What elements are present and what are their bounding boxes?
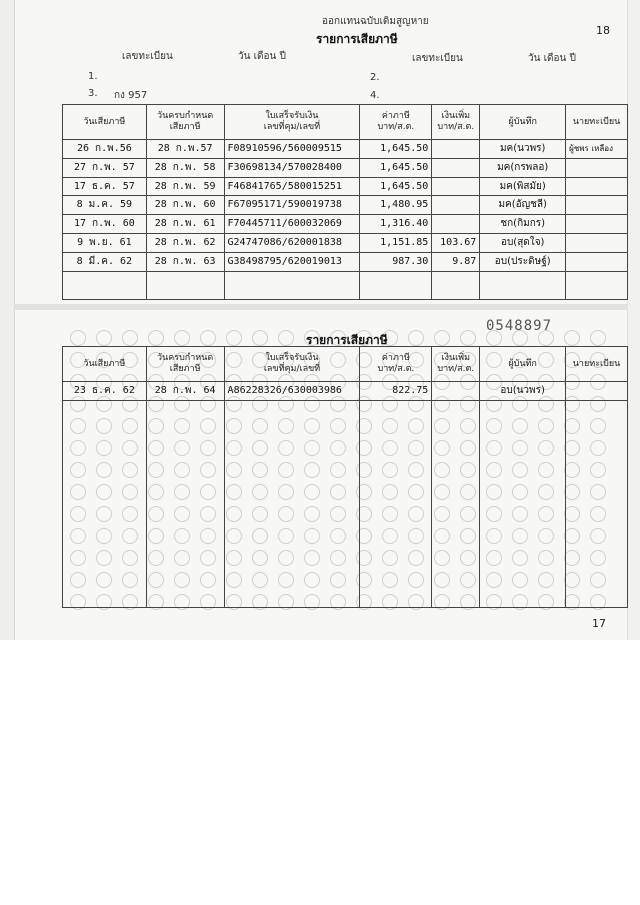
header-col-recorder: ผู้บันทึก <box>480 347 566 382</box>
cell-registrar <box>566 158 628 177</box>
reg-row3-date: กง 957 <box>114 90 148 101</box>
cell-tax: 1,316.40 <box>360 215 432 234</box>
page-title: รายการเสียภาษี <box>316 32 398 46</box>
header-col-extra: เงินเพิ่ม บาท/ส.ต. <box>432 105 480 140</box>
cell-paid: 8 มี.ค. 62 <box>63 252 147 271</box>
reg-num-2: 2. <box>370 72 380 83</box>
cell-extra: 9.87 <box>432 252 480 271</box>
table-row <box>63 234 628 253</box>
cell-registrar <box>566 215 628 234</box>
table-row <box>63 177 628 196</box>
cell-recorder: อบ(นวพร) <box>480 382 566 401</box>
table-filler-row <box>63 271 628 299</box>
cell-recorder: อบ(ประดิษฐ์) <box>480 252 566 271</box>
cell-due: 28 ก.พ. 60 <box>146 196 224 215</box>
stamp-circle <box>564 330 580 346</box>
cell-recorder: ชก(กิมกร) <box>480 215 566 234</box>
header-col-tax: ค่าภาษี บาท/ส.ต. <box>360 347 432 382</box>
cell-extra <box>432 215 480 234</box>
stamp-circle <box>278 330 294 346</box>
cell-receipt: F46841765/580015251 <box>224 177 360 196</box>
cell-due: 28 ก.พ. 64 <box>146 382 224 401</box>
cell-paid: 23 ธ.ค. 62 <box>63 382 147 401</box>
tax-table-1-body <box>63 140 628 300</box>
cell-tax: 1,151.85 <box>360 234 432 253</box>
tax-table-1 <box>62 104 628 300</box>
header-col-due-date: วันครบกำหนด เสียภาษี <box>146 105 224 140</box>
cell-receipt: F67095171/590019738 <box>224 196 360 215</box>
cell-recorder: มค(อัญชลี) <box>480 196 566 215</box>
cell-paid: 8 ม.ค. 59 <box>63 196 147 215</box>
stamp-circle <box>122 330 138 346</box>
cell-paid: 26 ก.พ.56 <box>63 140 147 159</box>
cell-registrar <box>566 196 628 215</box>
reg-col-4: วัน เดือน ปี <box>528 53 576 64</box>
reg-col-3: เลขทะเบียน <box>412 53 463 64</box>
cell-registrar <box>566 177 628 196</box>
header-col-tax: ค่าภาษี บาท/ส.ต. <box>360 105 432 140</box>
header-col-registrar: นายทะเบียน <box>566 105 628 140</box>
reissue-note: ออกแทนฉบับเดิมสูญหาย <box>322 16 429 27</box>
cell-receipt: G24747086/620001838 <box>224 234 360 253</box>
cell-paid: 17 ธ.ค. 57 <box>63 177 147 196</box>
page-left-edge <box>0 0 15 640</box>
cell-tax: 1,645.50 <box>360 177 432 196</box>
stamp-circle <box>434 330 450 346</box>
table-row <box>63 252 628 271</box>
cell-recorder: มค(พิสมัย) <box>480 177 566 196</box>
cell-extra <box>432 382 480 401</box>
page-number-bottom: 17 <box>592 617 606 630</box>
reg-num-3: 3. <box>88 88 98 99</box>
header-col-registrar: นายทะเบียน <box>566 347 628 382</box>
cell-extra <box>432 158 480 177</box>
cell-tax: 1,645.50 <box>360 158 432 177</box>
cell-extra <box>432 140 480 159</box>
tax-table-2-header <box>63 347 628 382</box>
stamp-circle <box>226 330 242 346</box>
stamp-circle <box>460 330 476 346</box>
cell-registrar: ผู้ชพร เหลือง <box>566 140 628 159</box>
header-col-receipt: ใบเสร็จรับเงิน เลขที่คุม/เลขที่ <box>224 347 360 382</box>
cell-receipt: G38498795/620019013 <box>224 252 360 271</box>
stamp-circle <box>70 330 86 346</box>
header-col-paid-date: วันเสียภาษี <box>63 105 147 140</box>
cell-receipt: F70445711/600032069 <box>224 215 360 234</box>
reg-col-2: วัน เดือน ปี <box>238 51 286 62</box>
cell-paid: 27 ก.พ. 57 <box>63 158 147 177</box>
page-right-edge <box>627 0 640 640</box>
reg-col-1: เลขทะเบียน <box>122 51 173 62</box>
cell-paid: 9 พ.ย. 61 <box>63 234 147 253</box>
stamp-circle <box>200 330 216 346</box>
tax-table-2-body <box>63 382 628 608</box>
cell-paid: 17 ก.พ. 60 <box>63 215 147 234</box>
cell-tax: 1,480.95 <box>360 196 432 215</box>
cell-recorder: อบ(สุดใจ) <box>480 234 566 253</box>
header-col-extra: เงินเพิ่ม บาท/ส.ต. <box>432 347 480 382</box>
cell-due: 28 ก.พ. 61 <box>146 215 224 234</box>
cell-registrar <box>566 234 628 253</box>
cell-registrar <box>566 252 628 271</box>
cell-tax: 987.30 <box>360 252 432 271</box>
stamp-circle <box>408 330 424 346</box>
cell-receipt: A86228326/630003986 <box>224 382 360 401</box>
cell-due: 28 ก.พ.57 <box>146 140 224 159</box>
stamp-circle <box>590 330 606 346</box>
cell-recorder: มค(กรพลอ) <box>480 158 566 177</box>
table-2-title: รายการเสียภาษี <box>306 333 388 347</box>
cell-due: 28 ก.พ. 63 <box>146 252 224 271</box>
cell-due: 28 ก.พ. 62 <box>146 234 224 253</box>
reg-num-1: 1. <box>88 71 98 82</box>
cell-due: 28 ก.พ. 59 <box>146 177 224 196</box>
table-row <box>63 196 628 215</box>
stamp-circle <box>174 330 190 346</box>
header-col-recorder: ผู้บันทึก <box>480 105 566 140</box>
cell-recorder: มค(นวพร) <box>480 140 566 159</box>
tax-table-1-header <box>63 105 628 140</box>
table-row <box>63 382 628 401</box>
cell-receipt: F08910596/560009515 <box>224 140 360 159</box>
reg-num-4: 4. <box>370 90 380 101</box>
stamp-circle <box>148 330 164 346</box>
page-number-top: 18 <box>596 24 610 37</box>
cell-extra: 103.67 <box>432 234 480 253</box>
cell-tax: 1,645.50 <box>360 140 432 159</box>
cell-extra <box>432 177 480 196</box>
table-row <box>63 140 628 159</box>
cell-extra <box>432 196 480 215</box>
table-filler-row <box>63 400 628 607</box>
header-col-paid-date: วันเสียภาษี <box>63 347 147 382</box>
stamp-circle <box>96 330 112 346</box>
tax-table-2 <box>62 346 628 608</box>
table-row <box>63 158 628 177</box>
stamp-circle <box>252 330 268 346</box>
cell-receipt: F30698134/570028400 <box>224 158 360 177</box>
table-row <box>63 215 628 234</box>
section-divider <box>14 304 628 310</box>
header-col-due-date: วันครบกำหนด เสียภาษี <box>146 347 224 382</box>
cell-registrar <box>566 382 628 401</box>
header-col-receipt: ใบเสร็จรับเงิน เลขที่คุม/เลขที่ <box>224 105 360 140</box>
serial-number: 0548897 <box>486 318 553 334</box>
cell-due: 28 ก.พ. 58 <box>146 158 224 177</box>
cell-tax: 822.75 <box>360 382 432 401</box>
